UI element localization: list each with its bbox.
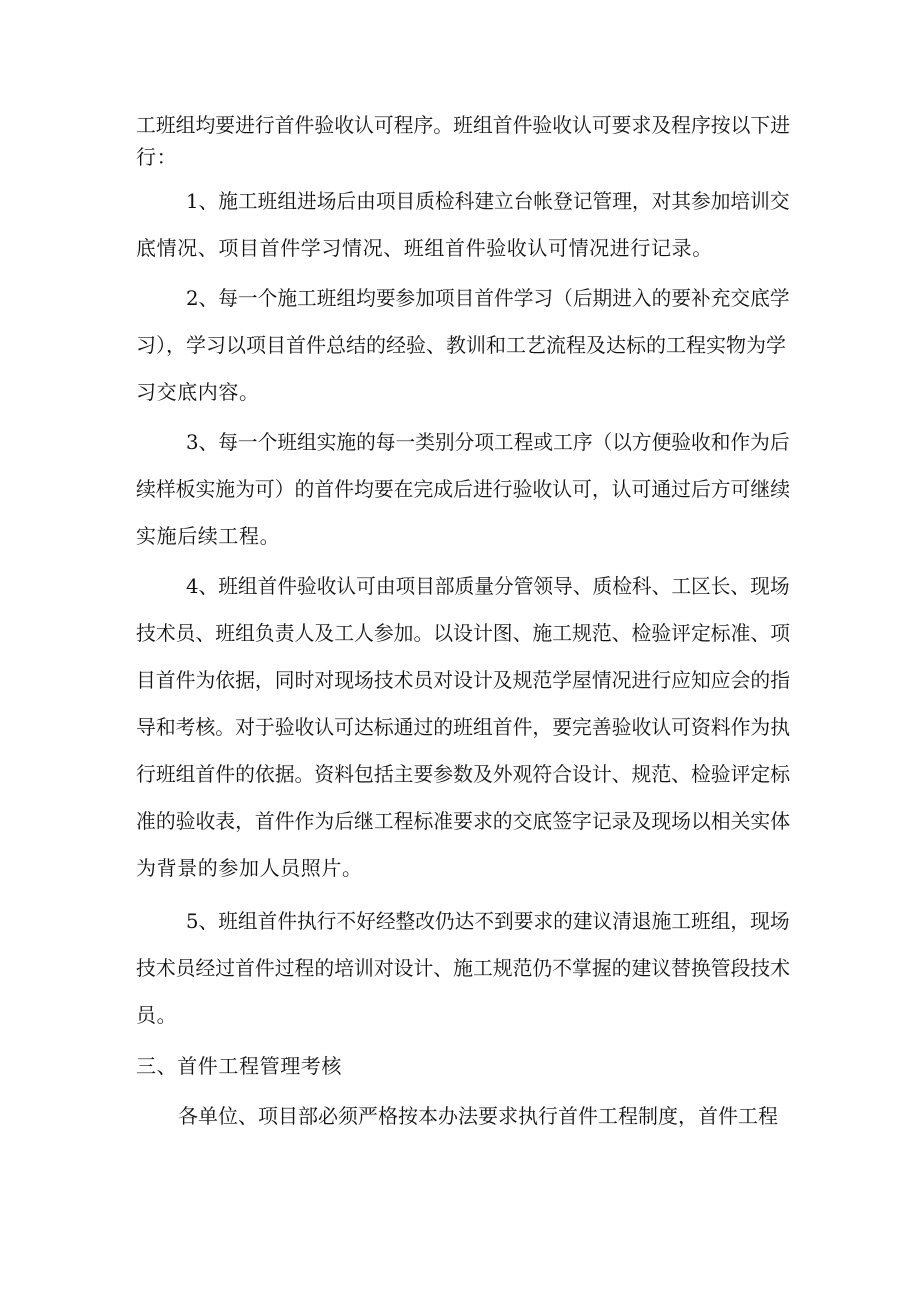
text-line-12: 技术员、班组负责人及工人参加。以设计图、施工规范、检验评定标准、项 — [136, 621, 791, 645]
text-line-11: 4、班组首件验收认可由项目部质量分管领导、质检科、工区长、现场 — [186, 574, 790, 598]
text-line-20: 员。 — [136, 1003, 178, 1027]
text-line-5: 2、每一个施工班组均要参加项目首件学习（后期进入的要补充交底学 — [186, 286, 790, 310]
text-line-9: 续样板实施为可）的首件均要在完成后进行验收认可，认可通过后方可继续 — [136, 477, 791, 501]
text-line-1: 工班组均要进行首件验收认可程序。班组首件验收认可要求及程序按以下进 — [136, 113, 791, 137]
text-line-3: 1、施工班组进场后由项目质检科建立台帐登记管理，对其参加培训交 — [186, 189, 790, 213]
text-line-14: 导和考核。对于验收认可达标通过的班组首件，要完善验收认可资料作为执 — [136, 715, 791, 739]
text-line-6: 习），学习以项目首件总结的经验、教训和工艺流程及达标的工程实物为学 — [136, 333, 786, 357]
text-line-22: 各单位、项目部必须严格按本办法要求执行首件工程制度，首件工程 — [178, 1104, 778, 1128]
text-line-19: 技术员经过首件过程的培训对设计、施工规范仍不掌握的建议替换管段技术 — [136, 956, 791, 980]
text-line-16: 准的验收表，首件作为后继工程标准要求的交底签字记录及现场以相关实体 — [136, 809, 791, 833]
text-line-10: 实施后续工程。 — [136, 524, 281, 548]
text-line-13: 目首件为依据，同时对现场技术员对设计及规范学屋情况进行应知应会的指 — [136, 668, 791, 692]
text-line-8: 3、每一个班组实施的每一类别分项工程或工序（以方便验收和作为后 — [186, 430, 790, 454]
text-line-18: 5、班组首件执行不好经整改仍达不到要求的建议清退施工班组，现场 — [186, 909, 790, 933]
text-line-4: 底情况、项目首件学习情况、班组首件验收认可情况进行记录。 — [136, 236, 713, 260]
text-line-17: 为背景的参加人员照片。 — [136, 856, 363, 880]
text-line-15: 行班组首件的依据。资料包括主要参数及外观符合设计、规范、检验评定标 — [136, 762, 791, 786]
section-heading: 三、首件工程管理考核 — [136, 1054, 342, 1078]
text-line-2: 行： — [136, 145, 178, 169]
text-line-7: 习交底内容。 — [136, 380, 260, 404]
